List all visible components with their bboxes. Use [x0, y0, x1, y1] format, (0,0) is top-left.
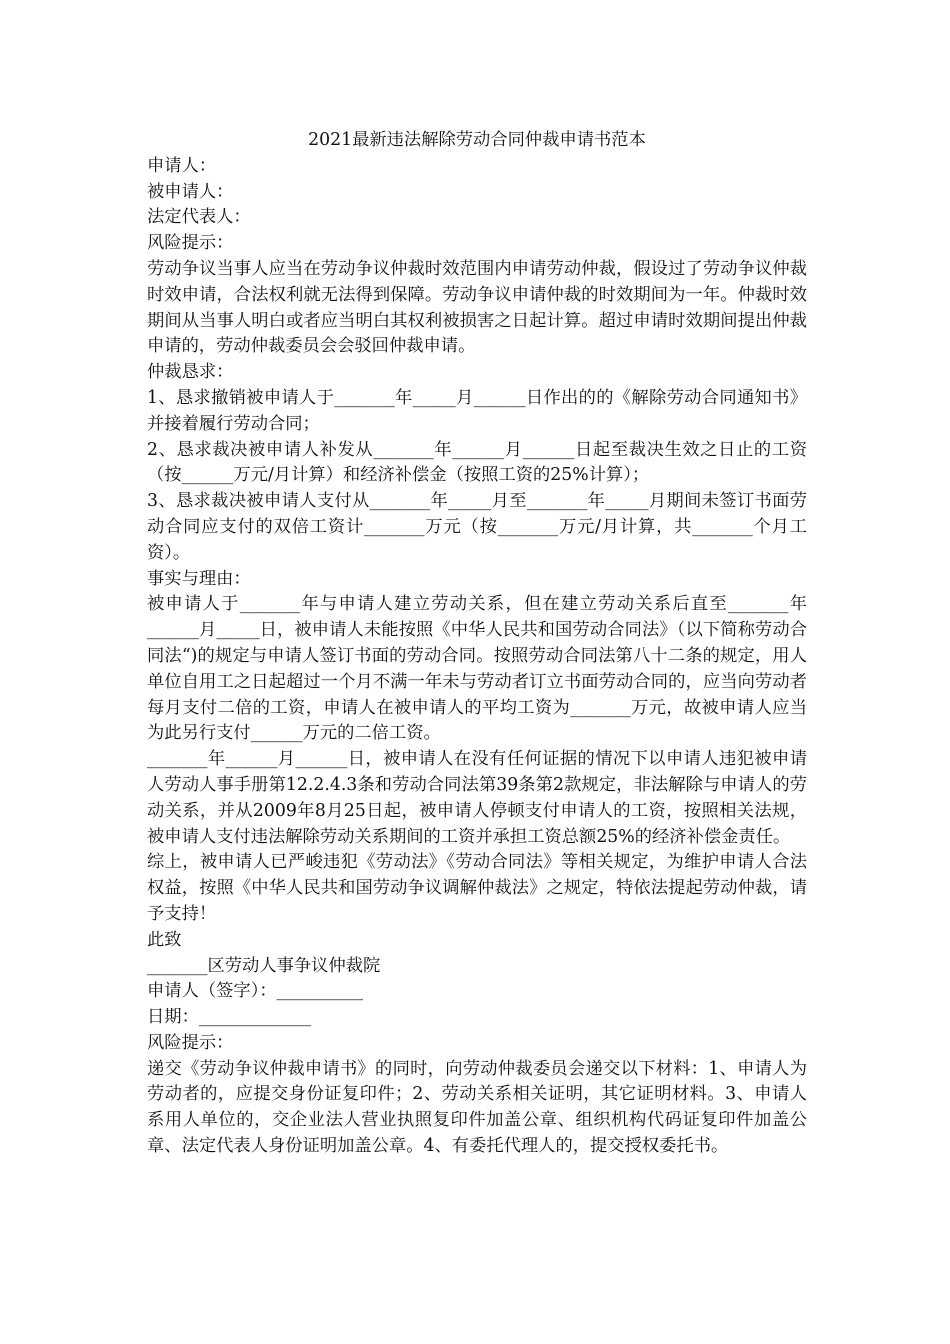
risk-heading: 风险提示： — [147, 233, 234, 254]
date-line: 日期：_____________ — [147, 1007, 312, 1028]
closing-salutation: 此致 — [147, 929, 182, 950]
signature-line: 申请人（签字）：__________ — [147, 981, 364, 1002]
document-title: 2021最新违法解除劳动合同仲裁申请书范本 — [308, 130, 646, 150]
facts-paragraph: 被申请人于_______年与申请人建立劳动关系，但在建立劳动关系后直至_______年______月_____日，被申请人未能按照《中华人民共和国劳动合同法》（以下简称劳动合同法“)的规定与申请人签订书面的劳动合同。按照劳动合同法第八十二条的规定，用人单位自用工之日起超过一个月不满一年未与劳动者订立书面劳动合同的，应当向劳动者每月支付二倍的工资，申请人在被申请人的平均工资为_______万元，故被申请人应当为此另行支付______万元的二倍工资。 — [147, 594, 807, 744]
applicant-field: 申请人： — [147, 155, 217, 176]
claims-heading: 仲裁恳求： — [147, 362, 234, 383]
facts-paragraph: _______年______月______日，被申请人在没有任何证据的情况下以申请人违犯被申请人劳动人事手册第12.2.4.3条和劳动合同法第39条第2款规定，非法解除与申请人的劳动关系，并从2009年8月25日起，被申请人停顿支付申请人的工资，按照相关法规，被申请人支付违法解除劳动关系期间的工资并承担工资总额25%的经济补偿金责任。 — [147, 749, 807, 847]
respondent-field: 被申请人： — [147, 181, 234, 202]
facts-paragraph: 综上，被申请人已严峻违犯《劳动法》《劳动合同法》等相关规定，为维护申请人合法权益，按照《中华人民共和国劳动争议调解仲裁法》之规定，特依法提起劳动仲裁，请予支持！ — [147, 852, 807, 924]
claim-item: 3、恳求裁决被申请人支付从_______年_____月至_______年_____月期间未签订书面劳动合同应支付的双倍工资计_______万元（按_______万元/月计算，共_______个月工资）。 — [147, 491, 807, 563]
facts-heading: 事实与理由： — [147, 568, 251, 589]
legal-rep-field: 法定代表人： — [147, 207, 251, 228]
risk-paragraph: 递交《劳动争议仲裁申请书》的同时，向劳动仲裁委员会递交以下材料：1、申请人为劳动者的，应提交身份证复印件；2、劳动关系相关证明，其它证明材料。3、申请人系用人单位的，交企业法人营业执照复印件加盖公章、组织机构代码证复印件加盖公章、法定代表人身份证明加盖公章。4、有委托代理人的，提交授权委托书。 — [147, 1058, 807, 1157]
claim-item: 2、恳求裁决被申请人补发从_______年______月______日起至裁决生效之日止的工资（按______万元/月计算）和经济补偿金（按照工资的25%计算）； — [147, 439, 807, 486]
closing-addressee: _______区劳动人事争议仲裁院 — [147, 955, 381, 976]
claim-item: 1、恳求撤销被申请人于_______年_____月______日作出的的《解除劳动合同通知书》并接着履行劳动合同； — [147, 387, 807, 434]
risk-heading: 风险提示： — [147, 1032, 234, 1053]
risk-paragraph: 劳动争议当事人应当在劳动争议仲裁时效范围内申请劳动仲裁，假设过了劳动争议仲裁时效申请，合法权利就无法得到保障。劳动争议申请仲裁的时效期间为一年。仲裁时效期间从当事人明白或者应当明白其权利被损害之日起计算。超过申请时效期间提出仲裁申请的，劳动仲裁委员会会驳回仲裁申请。 — [147, 258, 807, 357]
document-page — [147, 128, 807, 1160]
